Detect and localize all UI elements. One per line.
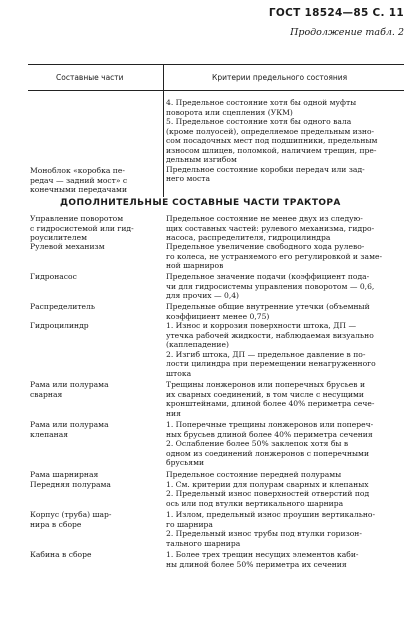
- text-line: конечными передачами: [30, 185, 128, 195]
- top-criteria-text: [166, 98, 406, 184]
- text-line: Гидроцилиндр: [30, 321, 89, 330]
- criteria-text: [166, 550, 406, 569]
- part-name: [30, 302, 160, 312]
- text-line: 1. Поперечные трещины лонжеронов или попереч-: [166, 420, 374, 429]
- table-continuation: Продолжение табл. 2: [290, 27, 404, 38]
- text-line: Предельное состояние не менее двух из следую-: [166, 214, 363, 223]
- text-line: Предельное увеличение свободного хода рулево-: [166, 242, 365, 251]
- text-line: ных брусьев длиной более 40% периметра сечения: [166, 429, 373, 439]
- text-line: 2. Изгиб штока, ДП — предельное давление в по-: [166, 349, 366, 359]
- text-line: чи для гидросистемы управления поворотом — 0,6,: [166, 281, 375, 291]
- text-line: ось или под втулки вертикального шарнира: [166, 498, 344, 508]
- criteria-text: [166, 470, 406, 508]
- text-line: 5. Предельное состояние хотя бы одного вала: [166, 117, 352, 127]
- text-line: Рама или полурама: [30, 420, 109, 429]
- criteria-text: [166, 214, 406, 243]
- text-line: поворота или сцепления (УКМ): [166, 107, 293, 117]
- text-line: тального шарнира: [166, 538, 241, 548]
- text-line: 1. Более трех трещин несущих элементов каби-: [166, 550, 359, 559]
- text-line: дельным изгибом: [166, 155, 237, 165]
- criteria-text: [166, 321, 406, 378]
- column-header-parts: Составные части: [56, 73, 124, 82]
- text-line: Гидронасос: [30, 272, 77, 281]
- text-line: с гидросистемой или гид-: [30, 223, 134, 233]
- text-line: нира в сборе: [30, 519, 82, 529]
- text-line: Рама или полурама: [30, 380, 109, 389]
- text-line: Предельные общие внутренние утечки (объемный: [166, 302, 370, 311]
- criteria-text: [166, 302, 406, 321]
- part-name: [30, 420, 160, 439]
- text-line: клепаная: [30, 429, 69, 439]
- text-line: Предельное состояние передней полурамы: [166, 470, 342, 479]
- text-line: 4. Предельное состояние хотя бы одной муфты: [166, 98, 357, 107]
- text-line: Трещины лонжеронов или поперечных брусьев и: [166, 380, 366, 389]
- text-line: роусилителем: [30, 233, 88, 243]
- part-name: [30, 550, 160, 560]
- text-line: Передняя полурама: [30, 479, 111, 489]
- text-line: штока: [166, 368, 192, 378]
- text-line: Моноблок «коробка пе-: [30, 166, 125, 175]
- text-line: 1. Износ и коррозия поверхности штока, ДП —: [166, 321, 357, 330]
- text-line: Кабина в сборе: [30, 550, 92, 559]
- column-separator: [163, 64, 164, 197]
- text-line: Распределитель: [30, 302, 96, 311]
- text-line: лости цилиндра при перемещении ненагруженного: [166, 359, 376, 369]
- text-line: 1. Излом, предельный износ проушин вертикально-: [166, 510, 376, 519]
- criteria-text: [166, 510, 406, 548]
- text-line: Рулевой механизм: [30, 242, 105, 251]
- text-line: 1. См. критерии для полурам сварных и клепаных: [166, 479, 369, 489]
- text-line: щих составных частей: рулевого механизма, гидро-: [166, 223, 375, 233]
- text-line: (каплепадение): [166, 340, 229, 350]
- part-name: [30, 510, 160, 529]
- text-line: го шарнира: [166, 519, 213, 529]
- criteria-text: [166, 380, 406, 418]
- section-title: ДОПОЛНИТЕЛЬНЫЕ СОСТАВНЫЕ ЧАСТИ ТРАКТОРА: [60, 198, 341, 208]
- text-line: 2. Ослабление более 50% заклепок хотя бы в: [166, 439, 349, 449]
- part-name: [30, 242, 160, 252]
- text-line: (кроме полуосей), определяемое предельным изно-: [166, 126, 375, 136]
- part-name: [30, 272, 160, 282]
- text-line: ны длиной более 50% периметра их сечения: [166, 559, 347, 569]
- part-name: [30, 214, 160, 243]
- text-line: ния: [166, 408, 181, 418]
- criteria-text: [166, 242, 406, 271]
- text-line: одном из соединений лонжеронов с поперечными: [166, 448, 370, 458]
- column-header-criteria: Критерии предельного состояния: [212, 73, 348, 82]
- standard-code: ГОСТ 18524—85 С. 11: [268, 7, 404, 19]
- text-line: для прочих — 0,4): [166, 291, 240, 301]
- text-line: брусьями: [166, 458, 205, 468]
- text-line: Управление поворотом: [30, 214, 124, 223]
- text-line: Корпус (труба) шар-: [30, 510, 112, 519]
- table-header-rule: [28, 90, 404, 91]
- text-line: коэффициент менее 0,75): [166, 311, 270, 321]
- table-top-rule: [28, 64, 404, 65]
- text-line: 2. Предельный износ поверхностей отверстий под: [166, 489, 370, 499]
- text-line: утечка рабочей жидкости, наблюдаемая визуально: [166, 330, 374, 340]
- text-line: сом посадочных мест под подшипники, предельным: [166, 136, 378, 146]
- part-name: [30, 470, 160, 489]
- text-line: их сварных соединений, в том числе с несущими: [166, 389, 364, 399]
- criteria-text: [166, 420, 406, 468]
- text-line: сварная: [30, 389, 63, 399]
- text-line: го колеса, не устраняемого его регулировкой и заме-: [166, 251, 383, 261]
- text-line: редач — задний мост» с: [30, 175, 128, 185]
- part-name: [30, 321, 160, 331]
- text-line: ной шарниров: [166, 261, 224, 271]
- text-line: 2. Предельный износ трубы под втулки горизон-: [166, 529, 362, 539]
- text-line: кронштейнами, длиной более 40% периметра сече-: [166, 399, 375, 409]
- text-line: него моста: [166, 174, 210, 184]
- criteria-text: [166, 272, 406, 301]
- monoblock-label: [30, 166, 160, 195]
- text-line: Рама шарнирная: [30, 470, 99, 479]
- text-line: износом шлицев, поломкой, наличием трещин, пре-: [166, 145, 377, 155]
- text-line: насоса, распределителя, гидроцилиндра: [166, 233, 331, 243]
- part-name: [30, 380, 160, 399]
- text-line: Предельное состояние коробки передач или зад-: [166, 164, 365, 174]
- text-line: Предельное значение подачи (коэффициент пода-: [166, 272, 370, 281]
